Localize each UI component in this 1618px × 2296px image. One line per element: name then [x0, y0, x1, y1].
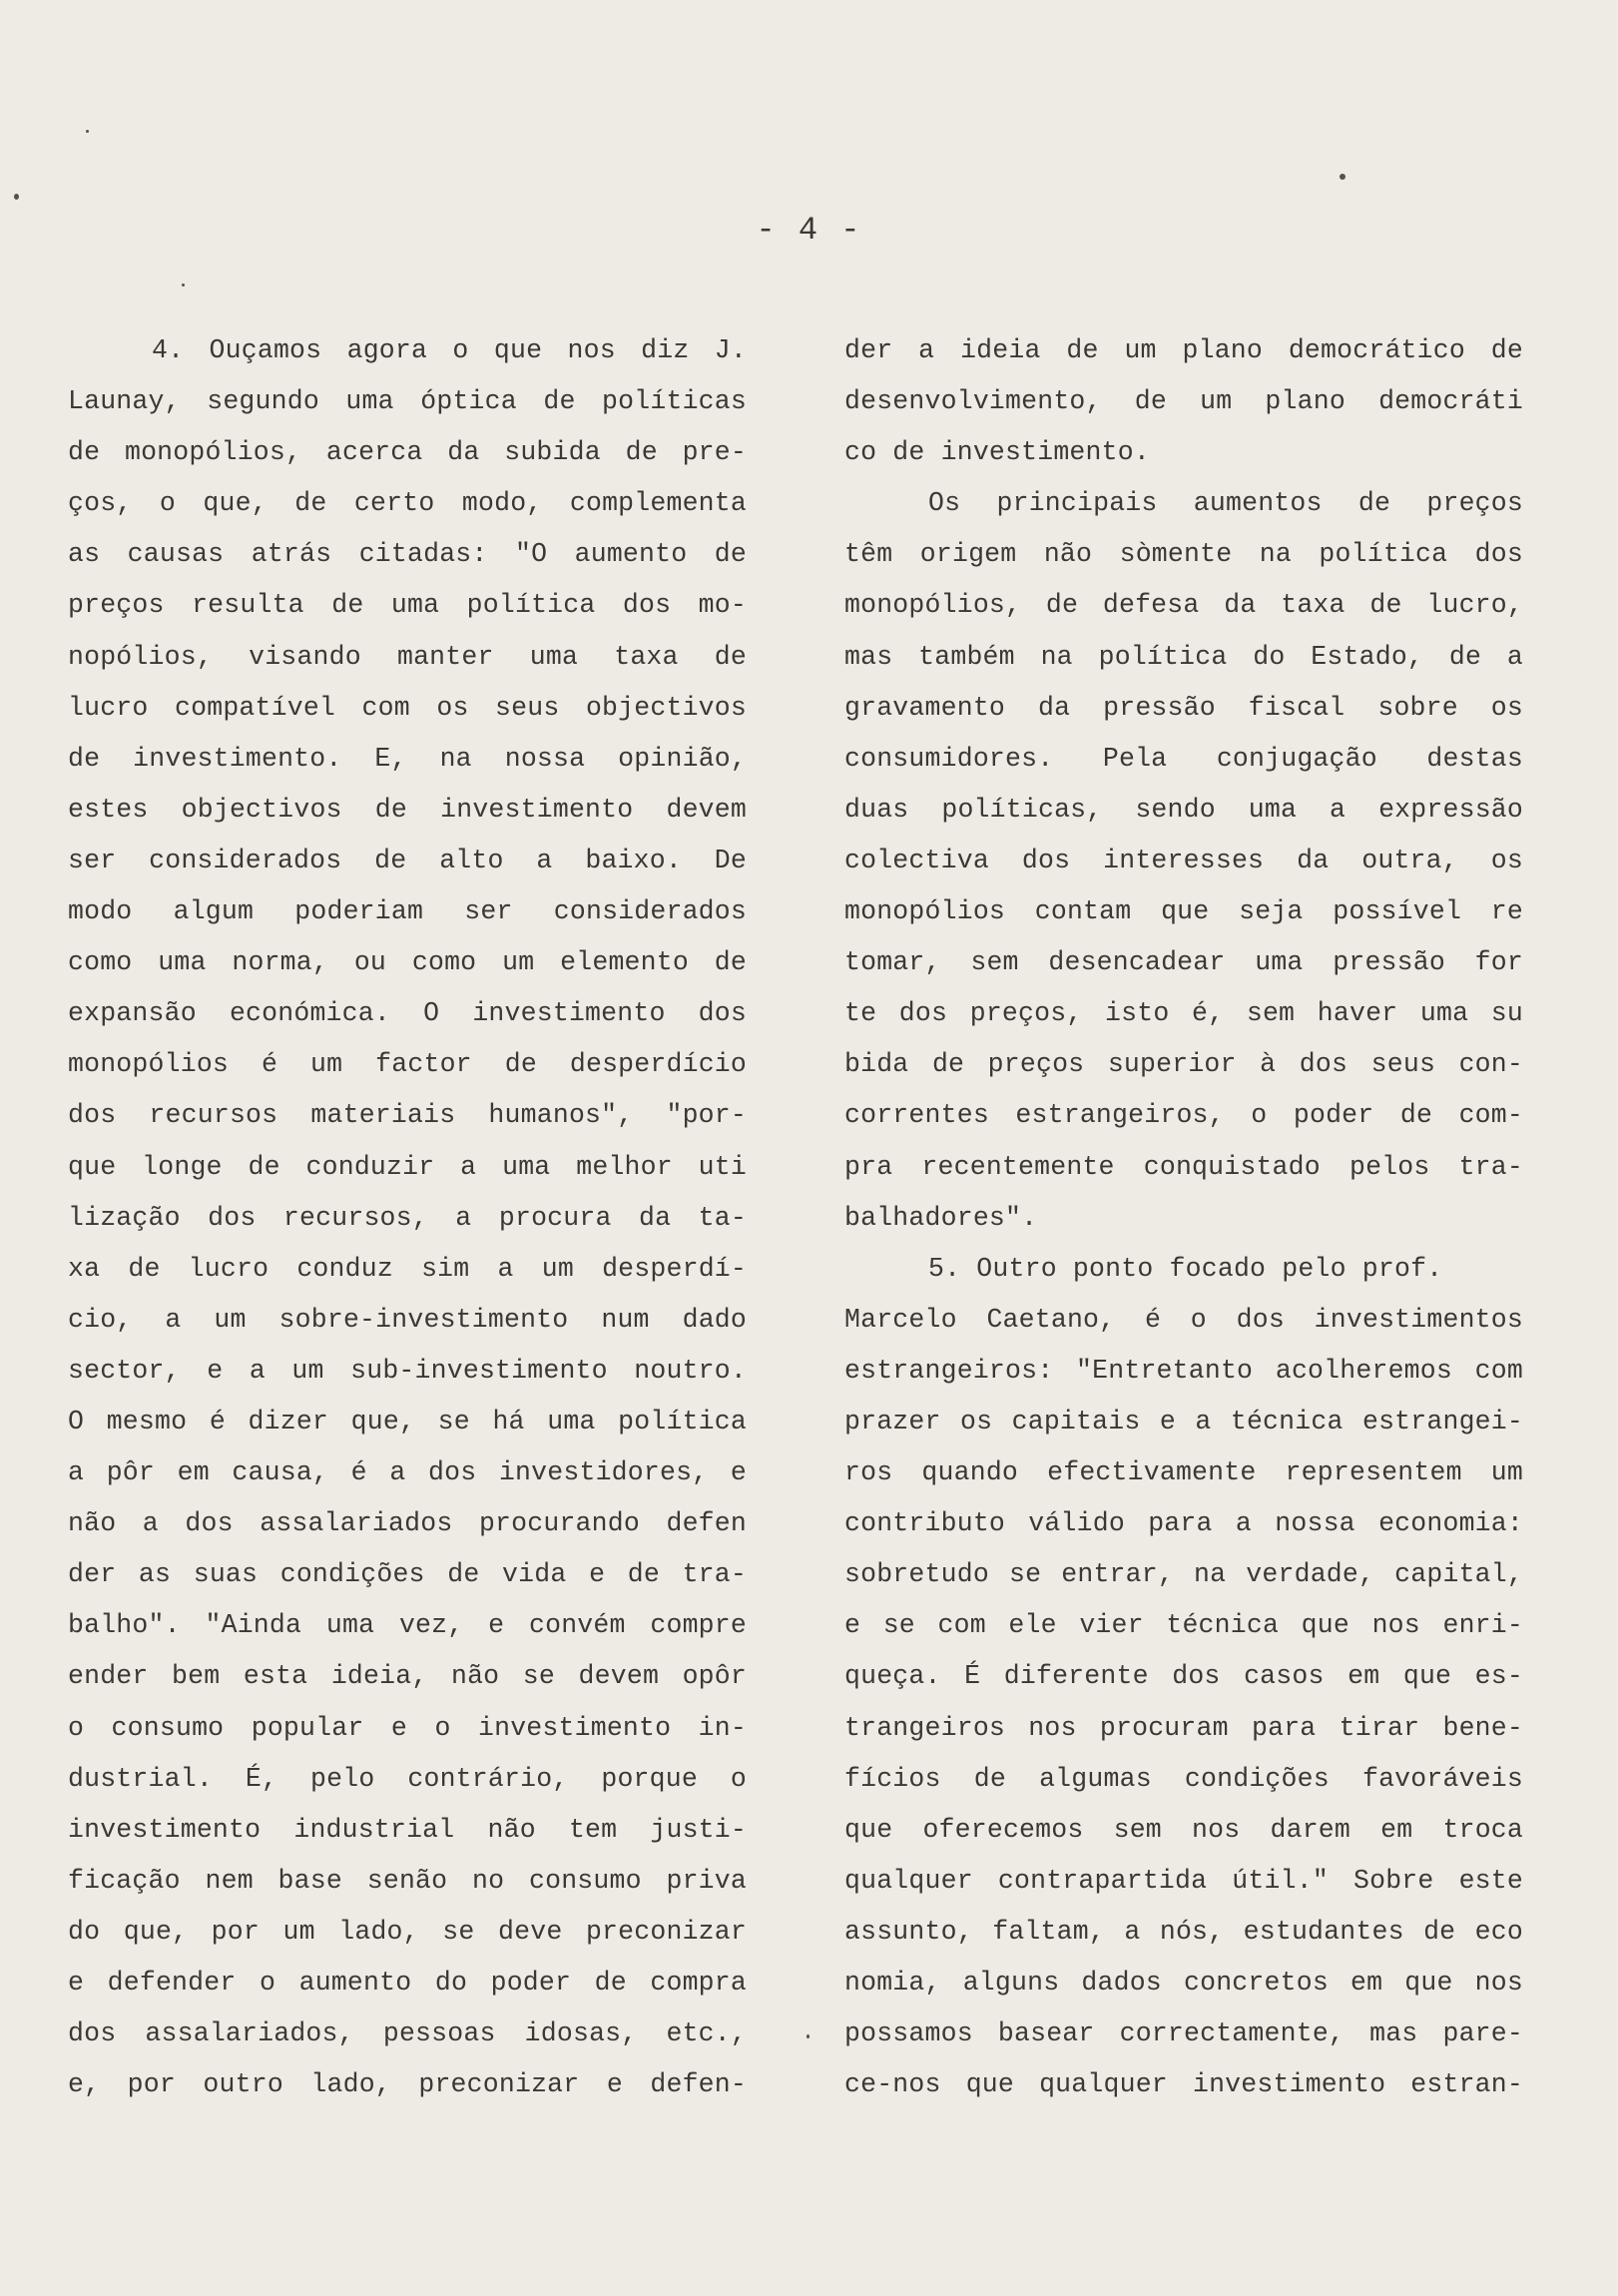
text-line: monopólios é um factor de desperdício — [68, 1049, 747, 1080]
text-line: dustrial. É, pelo contrário, porque o — [68, 1763, 747, 1794]
text-line: correntes estrangeiros, o poder de com- — [844, 1100, 1523, 1131]
text-line: estrangeiros: "Entretanto acolheremos com — [844, 1355, 1523, 1386]
text-line: modo algum poderiam ser considerados — [68, 896, 747, 927]
text-line: 4. Ouçamos agora o que nos diz J. — [152, 335, 747, 365]
text-line: de monopólios, acerca da subida de pre- — [68, 437, 747, 468]
text-line: lização dos recursos, a procura da ta- — [68, 1202, 747, 1233]
text-line: 5. Outro ponto focado pelo prof. — [928, 1253, 1443, 1284]
text-line: gravamento da pressão fiscal sobre os — [844, 692, 1523, 723]
paper-speck — [14, 194, 19, 200]
text-line: pra recentemente conquistado pelos tra- — [844, 1151, 1523, 1182]
text-line: queça. É diferente dos casos em que es- — [844, 1661, 1523, 1692]
text-line: contributo válido para a nossa economia: — [844, 1508, 1523, 1539]
text-line: dos recursos materiais humanos", "por- — [68, 1100, 747, 1131]
text-line: ficação nem base senão no consumo priva — [68, 1865, 747, 1896]
text-line: investimento industrial não tem justi- — [68, 1814, 747, 1845]
text-line: mas também na política do Estado, de a — [844, 641, 1523, 672]
text-line: qualquer contrapartida útil." Sobre este — [844, 1865, 1523, 1896]
text-line: que oferecemos sem nos darem em troca — [844, 1814, 1523, 1845]
text-line: o consumo popular e o investimento in- — [68, 1712, 747, 1743]
text-line: Os principais aumentos de preços — [928, 488, 1523, 519]
text-line: tomar, sem desencadear uma pressão for — [844, 947, 1523, 978]
text-line: prazer os capitais e a técnica estrangei- — [844, 1406, 1523, 1436]
text-line: monopólios, de defesa da taxa de lucro, — [844, 590, 1523, 621]
text-line: consumidores. Pela conjugação destas — [844, 743, 1523, 774]
text-line: sobretudo se entrar, na verdade, capital, — [844, 1559, 1523, 1590]
text-line: ce-nos que qualquer investimento estran- — [844, 2069, 1523, 2100]
text-line: expansão económica. O investimento dos — [68, 998, 747, 1029]
text-line: e defender o aumento do poder de compra — [68, 1968, 747, 1998]
text-line: sector, e a um sub-investimento noutro. — [68, 1355, 747, 1386]
paper-speck — [86, 130, 89, 133]
text-line: lucro compatível com os seus objectivos — [68, 692, 747, 723]
text-line: O mesmo é dizer que, se há uma política — [68, 1406, 747, 1436]
text-line: preços resulta de uma política dos mo- — [68, 590, 747, 621]
text-line: monopólios contam que seja possível re — [844, 896, 1523, 927]
text-line: te dos preços, isto é, sem haver uma su — [844, 998, 1523, 1029]
text-line: ser considerados de alto a baixo. De — [68, 845, 747, 875]
text-line: colectiva dos interesses da outra, os — [844, 845, 1523, 875]
text-line: de investimento. E, na nossa opinião, — [68, 743, 747, 774]
text-line: assunto, faltam, a nós, estudantes de eco — [844, 1916, 1523, 1947]
text-line: ços, o que, de certo modo, complementa — [68, 488, 747, 519]
paper-speck — [182, 284, 185, 287]
text-line: do que, por um lado, se deve preconizar — [68, 1916, 747, 1947]
text-line: trangeiros nos procuram para tirar bene- — [844, 1712, 1523, 1743]
text-line: Launay, segundo uma óptica de políticas — [68, 386, 747, 417]
left-text-column — [68, 325, 747, 2110]
text-line: cio, a um sobre-investimento num dado — [68, 1304, 747, 1335]
text-line: que longe de conduzir a uma melhor uti — [68, 1151, 747, 1182]
text-line: balhadores". — [844, 1202, 1038, 1233]
text-line: as causas atrás citadas: "O aumento de — [68, 539, 747, 570]
text-line: duas políticas, sendo uma a expressão — [844, 794, 1523, 825]
text-line: balho". "Ainda uma vez, e convém compre — [68, 1610, 747, 1641]
text-line: Marcelo Caetano, é o dos investimentos — [844, 1304, 1523, 1335]
paper-speck — [807, 2034, 809, 2038]
text-line: possamos basear correctamente, mas pare- — [844, 2018, 1523, 2049]
text-line: têm origem não sòmente na política dos — [844, 539, 1523, 570]
text-line: ros quando efectivamente representem um — [844, 1457, 1523, 1488]
paper-speck — [1340, 174, 1346, 180]
text-line: estes objectivos de investimento devem — [68, 794, 747, 825]
text-line: xa de lucro conduz sim a um desperdí- — [68, 1253, 747, 1284]
text-line: der as suas condições de vida e de tra- — [68, 1559, 747, 1590]
text-line: como uma norma, ou como um elemento de — [68, 947, 747, 978]
text-line: bida de preços superior à dos seus con- — [844, 1049, 1523, 1080]
text-line: e, por outro lado, preconizar e defen- — [68, 2069, 747, 2100]
text-line: e se com ele vier técnica que nos enri- — [844, 1610, 1523, 1641]
text-line: fícios de algumas condições favoráveis — [844, 1763, 1523, 1794]
page-number: - 4 - — [756, 212, 862, 249]
text-line: dos assalariados, pessoas idosas, etc., — [68, 2018, 747, 2049]
text-line: nopólios, visando manter uma taxa de — [68, 641, 747, 672]
text-line: não a dos assalariados procurando defen — [68, 1508, 747, 1539]
right-text-column — [844, 325, 1523, 2110]
text-line: co de investimento. — [844, 437, 1150, 468]
text-line: desenvolvimento, de um plano democráti — [844, 386, 1523, 417]
text-line: a pôr em causa, é a dos investidores, e — [68, 1457, 747, 1488]
text-line: nomia, alguns dados concretos em que nos — [844, 1968, 1523, 1998]
text-line: ender bem esta ideia, não se devem opôr — [68, 1661, 747, 1692]
text-line: der a ideia de um plano democrático de — [844, 335, 1523, 365]
